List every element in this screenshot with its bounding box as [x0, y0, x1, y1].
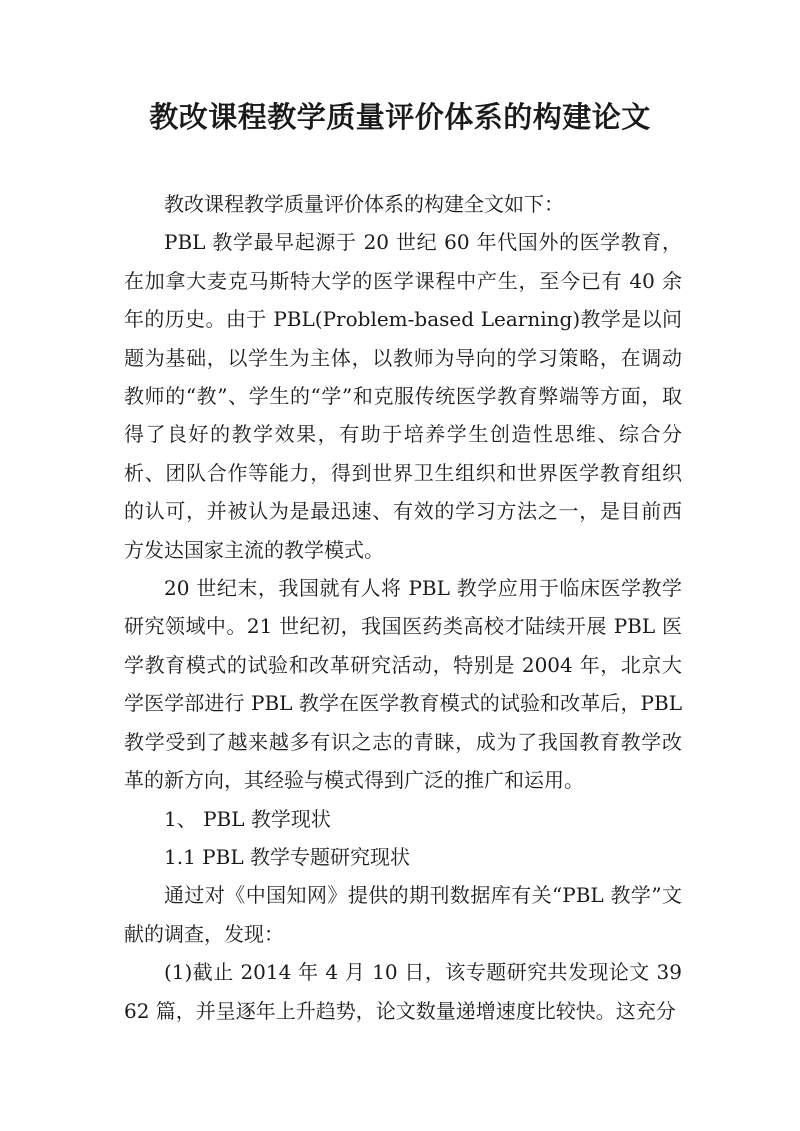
paragraph-intro: 教改课程教学质量评价体系的构建全文如下： — [164, 192, 564, 216]
paragraph-finding-1: (1)截止 2014 年 4 月 10 日，该专题研究共发现论文 3962 篇，并呈逐年上升趋势，论文数量递增速度比较快。这充分 — [124, 960, 682, 1023]
section-heading-1: 1、 PBL 教学现状 — [164, 806, 331, 831]
section-heading-1-1: 1.1 PBL 教学专题研究现状 — [164, 844, 410, 869]
document-body — [124, 185, 682, 1030]
paragraph-pbl-china: 20 世纪末，我国就有人将 PBL 教学应用于临床医学教学研究领域中。21 世纪初，我国医药类高校才陆续开展 PBL 医学教育模式的试验和改革研究活动，特别是 2004 年，北京大学医学部进行 PBL 教学在医学教育模式的试验和改革后，PBL 教学受到了越来越多有识之志的青睐，成为了我国教育教学改革的新方向，其经验与模式得到广泛的推广和运用。 — [124, 576, 682, 793]
paragraph-pbl-origin: PBL 教学最早起源于 20 世纪 60 年代国外的医学教育，在加拿大麦克马斯特大学的医学课程中产生，至今已有 40 余年的历史。由于 PBL(Problem-based Learning)教学是以问题为基础，以学生为主体，以教师为导向的学习策略，在调动教师的“教”、学生的“学”和克服传统医学教育弊端等方面，取得了良好的教学效果，有助于培养学生创造性思维、综合分析、团队合作等能力，得到世界卫生组织和世界医学教育组织的认可，并被认为是最迅速、有效的学习方法之一，是目前西方发达国家主流的教学模式。 — [124, 230, 682, 562]
document-title: 教改课程教学质量评价体系的构建论文 — [149, 100, 651, 134]
paragraph-survey: 通过对《中国知网》提供的期刊数据库有关“PBL 教学”文献的调查，发现： — [124, 883, 682, 946]
